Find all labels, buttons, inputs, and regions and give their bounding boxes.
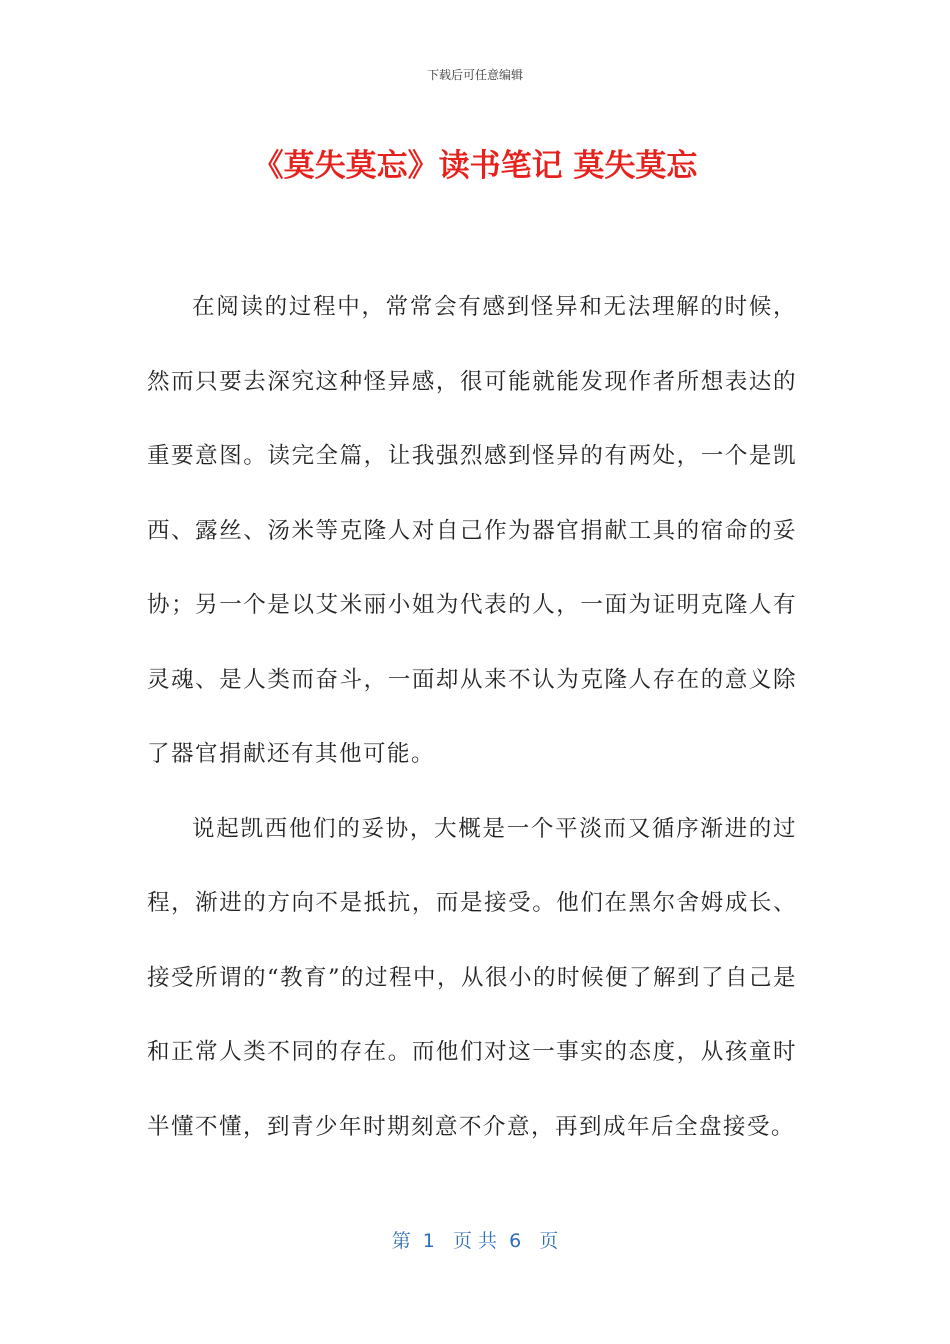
paragraph-1: 在阅读的过程中，常常会有感到怪异和无法理解的时候，然而只要去深究这种怪异感，很可能就能发现作者所想表达的重要意图。读完全篇，让我强烈感到怪异的有两处，一个是凯西、露丝、汤米等克隆人对自己作为器官捐献工具的宿命的妥协；另一个是以艾米丽小姐为代表的人，一面为证明克隆人有灵魂、是人类而奋斗，一面却从来不认为克隆人存在的意义除了器官捐献还有其他可能。 [147, 294, 797, 767]
paragraph-2: 说起凯西他们的妥协，大概是一个平淡而又循序渐进的过程，渐进的方向不是抵抗，而是接受。他们在黑尔舍姆成长、接受所谓的“教育”的过程中，从很小的时候便了解到了自己是和正常人类不同的存在。而他们对这一事实的态度，从孩童时半懂不懂，到青少年时期刻意不介意，再到成年后全盘接受。 [147, 815, 798, 1140]
header-note: 下载后可任意编辑 [426, 68, 523, 82]
document-title: 《莫失莫忘》读书笔记 莫失莫忘 [252, 148, 698, 184]
document-body [147, 270, 797, 1164]
page-number-footer: 第 1 页 共 6 页 [391, 1230, 559, 1252]
